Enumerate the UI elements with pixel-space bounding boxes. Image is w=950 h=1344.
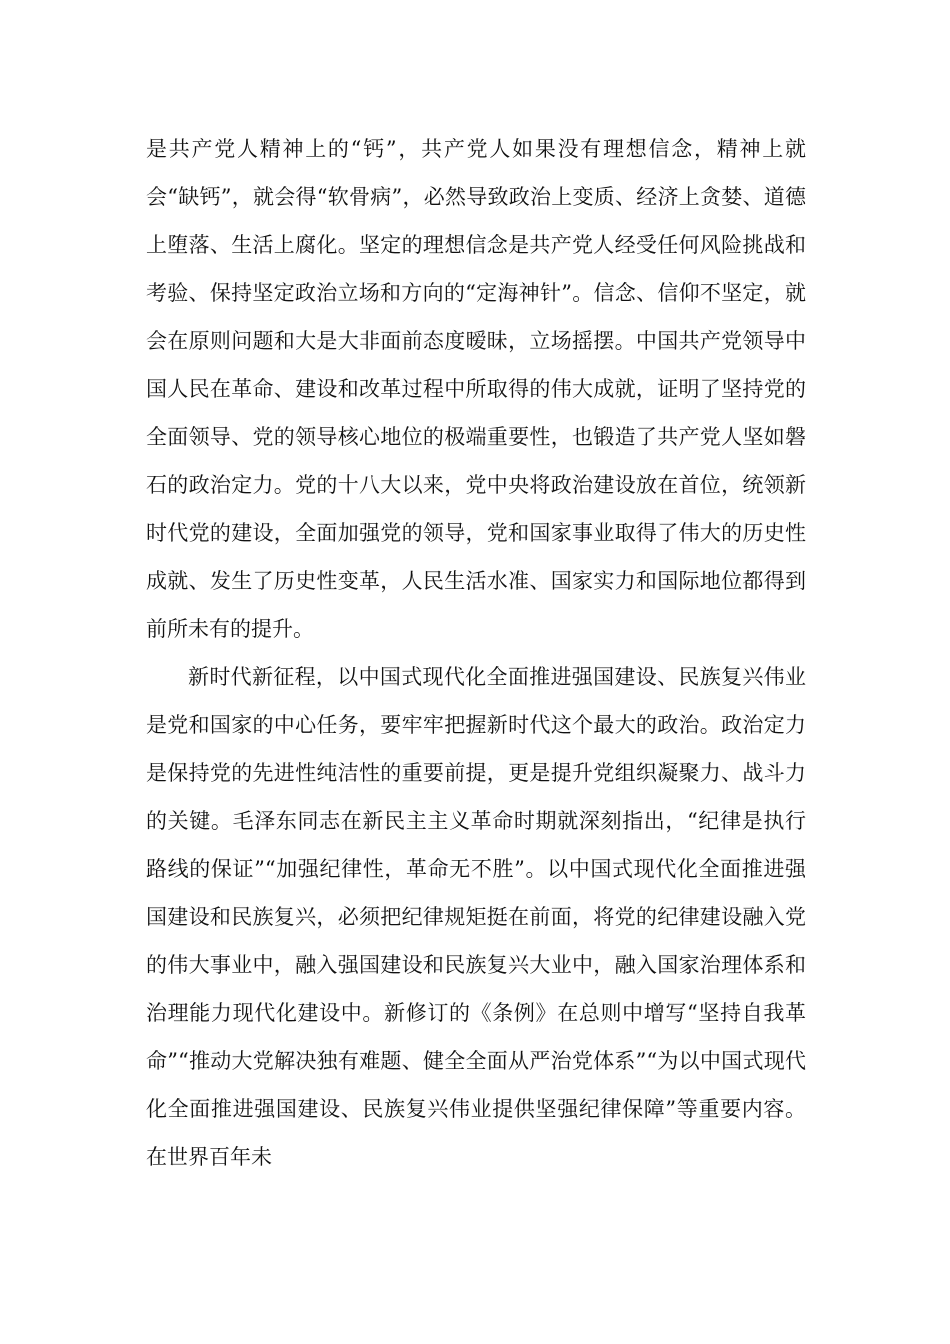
body-text (146, 125, 806, 1181)
paragraph-1: 是共产党人精神上的“钙”，共产党人如果没有理想信念，精神上就会“缺钙”，就会得“软骨病”，必然导致政治上变质、经济上贪婪、道德上堕落、生活上腐化。坚定的理想信念是共产党人经受任何风险挑战和考验、保持坚定政治立场和方向的“定海神针”。信念、信仰不坚定，就会在原则问题和大是大非面前态度暧昧，立场摇摆。中国共产党领导中国人民在革命、建设和改革过程中所取得的伟大成就，证明了坚持党的全面领导、党的领导核心地位的极端重要性，也锻造了共产党人坚如磐石的政治定力。党的十八大以来，党中央将政治建设放在首位，统领新时代党的建设，全面加强党的领导，党和国家事业取得了伟大的历史性成就、发生了历史性变革，人民生活水准、国家实力和国际地位都得到前所未有的提升。 (146, 137, 806, 641)
paragraph-2: 新时代新征程，以中国式现代化全面推进强国建设、民族复兴伟业是党和国家的中心任务，要牢牢把握新时代这个最大的政治。政治定力是保持党的先进性纯洁性的重要前提，更是提升党组织凝聚力、战斗力的关键。毛泽东同志在新民主主义革命时期就深刻指出，“纪律是执行路线的保证”“加强纪律性，革命无不胜”。以中国式现代化全面推进强国建设和民族复兴，必须把纪律规矩挺在前面，将党的纪律建设融入党的伟大事业中，融入强国建设和民族复兴大业中，融入国家治理体系和治理能力现代化建设中。新修订的《条例》在总则中增写“坚持自我革命”“推动大党解决独有难题、健全全面从严治党体系”“为以中国式现代化全面推进强国建设、民族复兴伟业提供坚强纪律保障”等重要内容。在世界百年未 (146, 665, 806, 1169)
